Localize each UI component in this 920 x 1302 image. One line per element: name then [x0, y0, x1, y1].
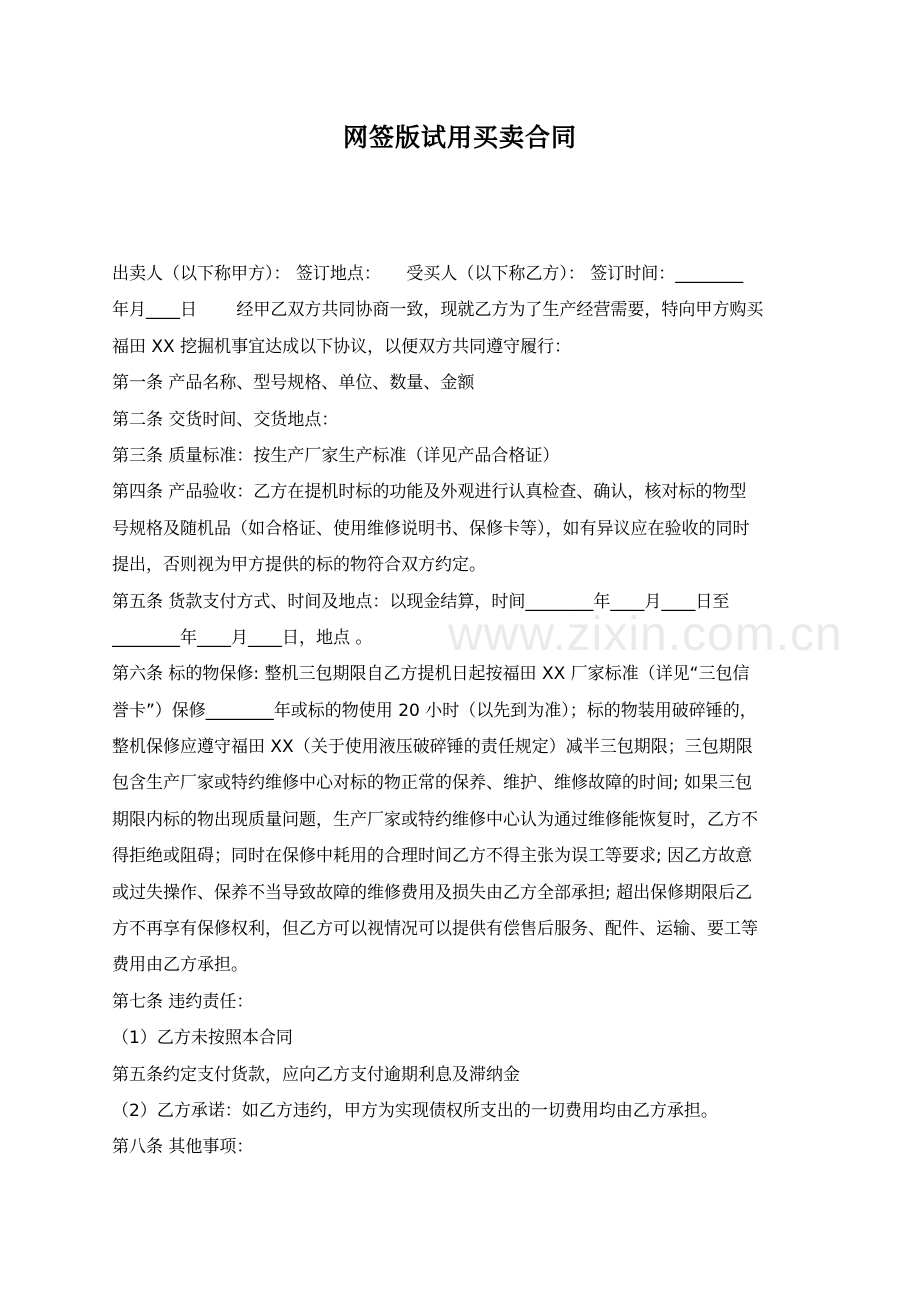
contract-line: 费用由乙方承担。 [112, 955, 248, 976]
contract-line: 号规格及随机品（如合格证、使用维修说明书、保修卡等），如有异议应在验收的同时 [112, 518, 750, 539]
contract-line: 出卖人（以下称甲方）： 签订地点： 受买人（以下称乙方）： 签订时间：________ [112, 264, 744, 284]
contract-line: 提出，否则视为甲方提供的标的物符合双方约定。 [112, 555, 486, 576]
contract-line: 年月____日 经甲乙双方共同协商一致，现就乙方为了生产经营需要，特向甲方购买 [112, 300, 764, 321]
article-1-heading: 第一条 产品名称、型号规格、单位、数量、金额 [112, 373, 475, 394]
article-6-heading: 第六条 标的物保修: 整机三包期限自乙方提机日起按福田 XX 厂家标准（详见“三包信 [112, 664, 750, 685]
article-2-heading: 第二条 交货时间、交货地点： [112, 409, 339, 430]
clause-item: （1）乙方未按照本合同 [112, 1028, 293, 1049]
contract-line: 或过失操作、保养不当导致故障的维修费用及损失由乙方全部承担; 超出保修期限后乙 [112, 882, 753, 903]
contract-line: 第五条约定支付货款，应向乙方支付逾期利息及滞纳金 [112, 1064, 520, 1085]
contract-line: 整机保修应遵守福田 XX（关于使用液压破碎锤的责任规定）减半三包期限；三包期限 [112, 737, 753, 758]
contract-line: 方不再享有保修权利，但乙方可以视情况可以提供有偿售后服务、配件、运输、要工等 [112, 919, 758, 940]
contract-body [112, 256, 843, 1166]
article-7-heading: 第七条 违约责任： [112, 991, 254, 1012]
article-3-heading: 第三条 质量标准：按生产厂家生产标准（详见产品合格证） [112, 445, 560, 466]
contract-line: ________年____月____日，地点 。 [112, 627, 373, 648]
contract-line: 福田 XX 挖掘机事宜达成以下协议，以便双方共同遵守履行： [112, 336, 572, 357]
watermark: www.zixin.com.cn [448, 608, 843, 661]
contract-line: 誉卡”）保修________年或标的物使用 20 小时（以先到为准）；标的物装用破碎锤的， [112, 700, 757, 721]
article-8-heading: 第八条 其他事项： [112, 1137, 254, 1158]
document-title: 网签版试用买卖合同 [342, 123, 577, 152]
article-5-heading: 第五条 货款支付方式、时间及地点：以现金结算，时间________年____月____日至 [112, 591, 730, 612]
contract-line: 包含生产厂家或特约维修中心对标的物正常的保养、维护、维修故障的时间; 如果三包 [112, 773, 753, 794]
contract-line: 得拒绝或阻碍；同时在保修中耗用的合理时间乙方不得主张为误工等要求; 因乙方故意 [112, 846, 753, 867]
clause-item: （2）乙方承诺：如乙方违约，甲方为实现债权所支出的一切费用均由乙方承担。 [112, 1100, 718, 1121]
article-4-heading: 第四条 产品验收：乙方在提机时标的功能及外观进行认真检查、确认，核对标的物型 [112, 482, 747, 503]
contract-line: 期限内标的物出现质量问题，生产厂家或特约维修中心认为通过维修能恢复时，乙方不 [112, 809, 758, 830]
